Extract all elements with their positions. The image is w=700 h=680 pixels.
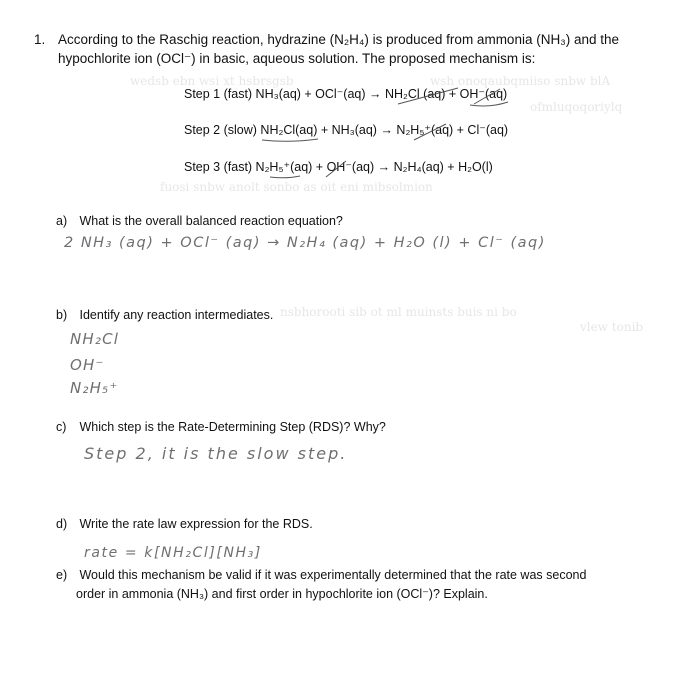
part-e-label: e) xyxy=(56,568,68,582)
part-a-question xyxy=(56,212,343,230)
part-c-handwritten-answer: Step 2, it is the slow step. xyxy=(84,444,348,463)
part-b-label: b) xyxy=(56,308,68,322)
part-a-handwritten-answer: 2 NH₃ (aq) + OCl⁻ (aq) → N₂H₄ (aq) + H₂O (l) + Cl⁻ (aq) xyxy=(64,235,546,251)
part-d-label: d) xyxy=(56,517,68,531)
part-c-question xyxy=(56,418,386,436)
question-intro-line-2: hypochlorite ion (OCl⁻) in basic, aqueous solution. The proposed mechanism is: xyxy=(58,51,536,66)
part-e-question-line-1 xyxy=(56,566,586,584)
part-c-label: c) xyxy=(56,420,67,434)
part-d-handwritten-answer: rate = k[NH₂Cl][NH₃] xyxy=(84,545,262,561)
question-intro-line-1: According to the Raschig reaction, hydrazine (N₂H₄) is produced from ammonia (NH₃) and the xyxy=(58,32,619,47)
part-e-prompt-line-1: Would this mechanism be valid if it was experimentally determined that the rate was second xyxy=(79,568,587,582)
part-b-question xyxy=(56,306,273,324)
underline-nh2cl-step2 xyxy=(262,139,318,141)
mechanism-step-1: Step 1 (fast) NH₃(aq) + OCl⁻(aq) → NH₂Cl (aq) + OH⁻(aq) xyxy=(184,87,508,101)
underline-n2h5-step3 xyxy=(270,176,300,178)
part-a-prompt: What is the overall balanced reaction equation? xyxy=(79,214,343,228)
question-number: 1. xyxy=(34,32,46,47)
part-b-prompt: Identify any reaction intermediates. xyxy=(79,308,274,322)
part-d-question xyxy=(56,515,313,533)
part-b-answer-intermediate-1: NH₂Cl xyxy=(70,330,120,348)
part-c-prompt: Which step is the Rate-Determining Step (RDS)? Why? xyxy=(79,420,386,434)
part-e-question-line-2: order in ammonia (NH₃) and first order in hypochlorite ion (OCl⁻)? Explain. xyxy=(76,587,488,601)
mechanism-step-2: Step 2 (slow) NH₂Cl(aq) + NH₃(aq) → N₂H₅⁺(aq) + Cl⁻(aq) xyxy=(184,123,509,137)
part-b-answer-intermediate-2: OH⁻ xyxy=(70,356,105,374)
part-b-answer-intermediate-3: N₂H₅⁺ xyxy=(70,379,119,397)
part-a-label: a) xyxy=(56,214,68,228)
mechanism-step-3: Step 3 (fast) N₂H₅⁺(aq) + OH⁻(aq) → N₂H₄(aq) + H₂O(l) xyxy=(184,160,493,174)
bleed-through-background: wedsb ebn wsi xt hsbrsgsb wsh onoqaubqmiiso snbw blA ofmluqoqoriylq fuosi snbw anolt sonbo as oit eni mibsolmion nsbhorooti sib ot ml muinsts buis ni bo vlew tonib xyxy=(130,74,644,334)
part-d-prompt: Write the rate law expression for the RDS. xyxy=(79,517,313,531)
